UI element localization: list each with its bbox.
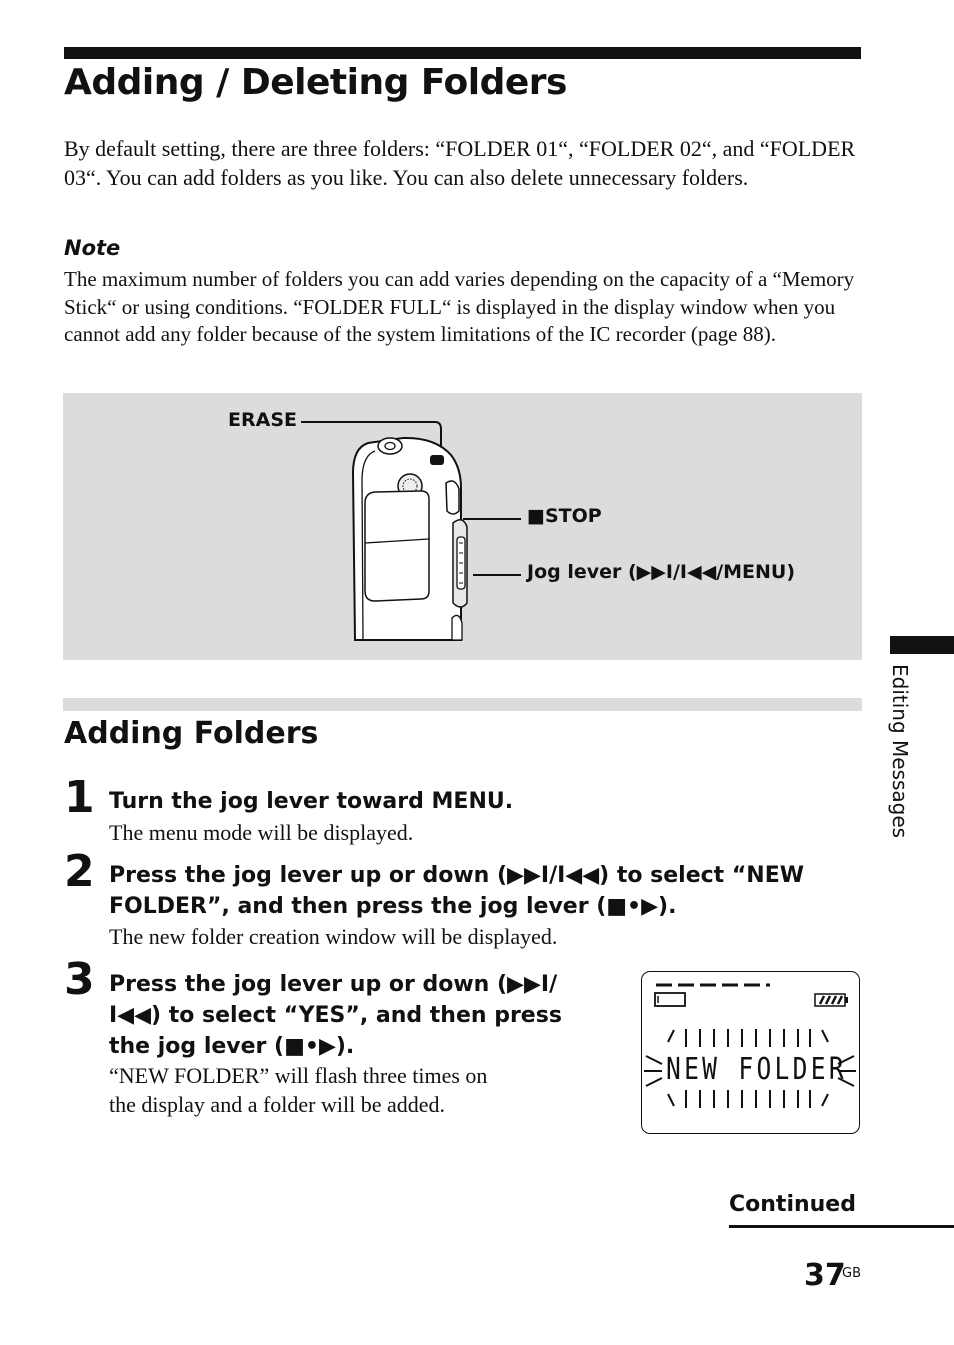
step-2-number: 2 <box>64 846 95 897</box>
recorder-figure <box>63 393 862 660</box>
side-tab-marker <box>890 636 954 654</box>
step-1-body: The menu mode will be displayed. <box>109 820 414 845</box>
section-rule <box>63 698 862 711</box>
side-tab-label: Editing Messages <box>888 664 912 839</box>
page-number-suffix: GB <box>842 1266 861 1281</box>
step-1-heading: Turn the jog lever toward MENU. <box>109 789 514 814</box>
continued-rule <box>729 1225 954 1228</box>
step-1-number: 1 <box>64 772 95 823</box>
step-3-body-line1: “NEW FOLDER” will flash three times on <box>109 1063 488 1088</box>
intro-paragraph: By default setting, there are three folders: “FOLDER 01“, “FOLDER 02“, and “FOLDER 03“. You can add folders as you like. You can also delete unnecessary folders. <box>64 136 856 190</box>
lcd-display <box>641 971 860 1134</box>
lcd-message: NEW FOLDER <box>666 1052 847 1087</box>
step-3-heading-line2: I◀◀) to select “YES”, and then press <box>109 1003 562 1028</box>
page-number: 37 <box>804 1258 846 1293</box>
recorder-illustration <box>63 393 862 660</box>
step-3-number: 3 <box>64 954 95 1005</box>
section-title: Adding Folders <box>64 716 319 751</box>
step-3-heading-line1: Press the jog lever up or down (▶▶I/ <box>109 972 558 997</box>
step-3-body-line2: the display and a folder will be added. <box>109 1092 446 1117</box>
step-2-heading-line2: FOLDER”, and then press the jog lever (■•▶). <box>109 894 677 919</box>
title-rule <box>64 47 861 59</box>
jog-lever-label: Jog lever (▶▶I/I◀◀/MENU) <box>527 561 796 583</box>
step-3-heading-line3: the jog lever (■•▶). <box>109 1034 355 1059</box>
step-2-body: The new folder creation window will be displayed. <box>109 924 558 949</box>
continued-label: Continued <box>729 1192 856 1217</box>
stop-label: ■STOP <box>527 505 602 527</box>
erase-label: ERASE <box>228 409 297 431</box>
note-body: The maximum number of folders you can add varies depending on the capacity of a “Memory Stick“ or using conditions. “FOLDER FULL“ is displayed in the display window when you cannot add any folder because of the system limitations of the IC recorder (page 88). <box>64 267 855 346</box>
note-heading: Note <box>64 236 121 260</box>
page-title: Adding / Deleting Folders <box>64 62 567 103</box>
step-2-heading-line1: Press the jog lever up or down (▶▶I/I◀◀) to select “NEW <box>109 863 804 888</box>
